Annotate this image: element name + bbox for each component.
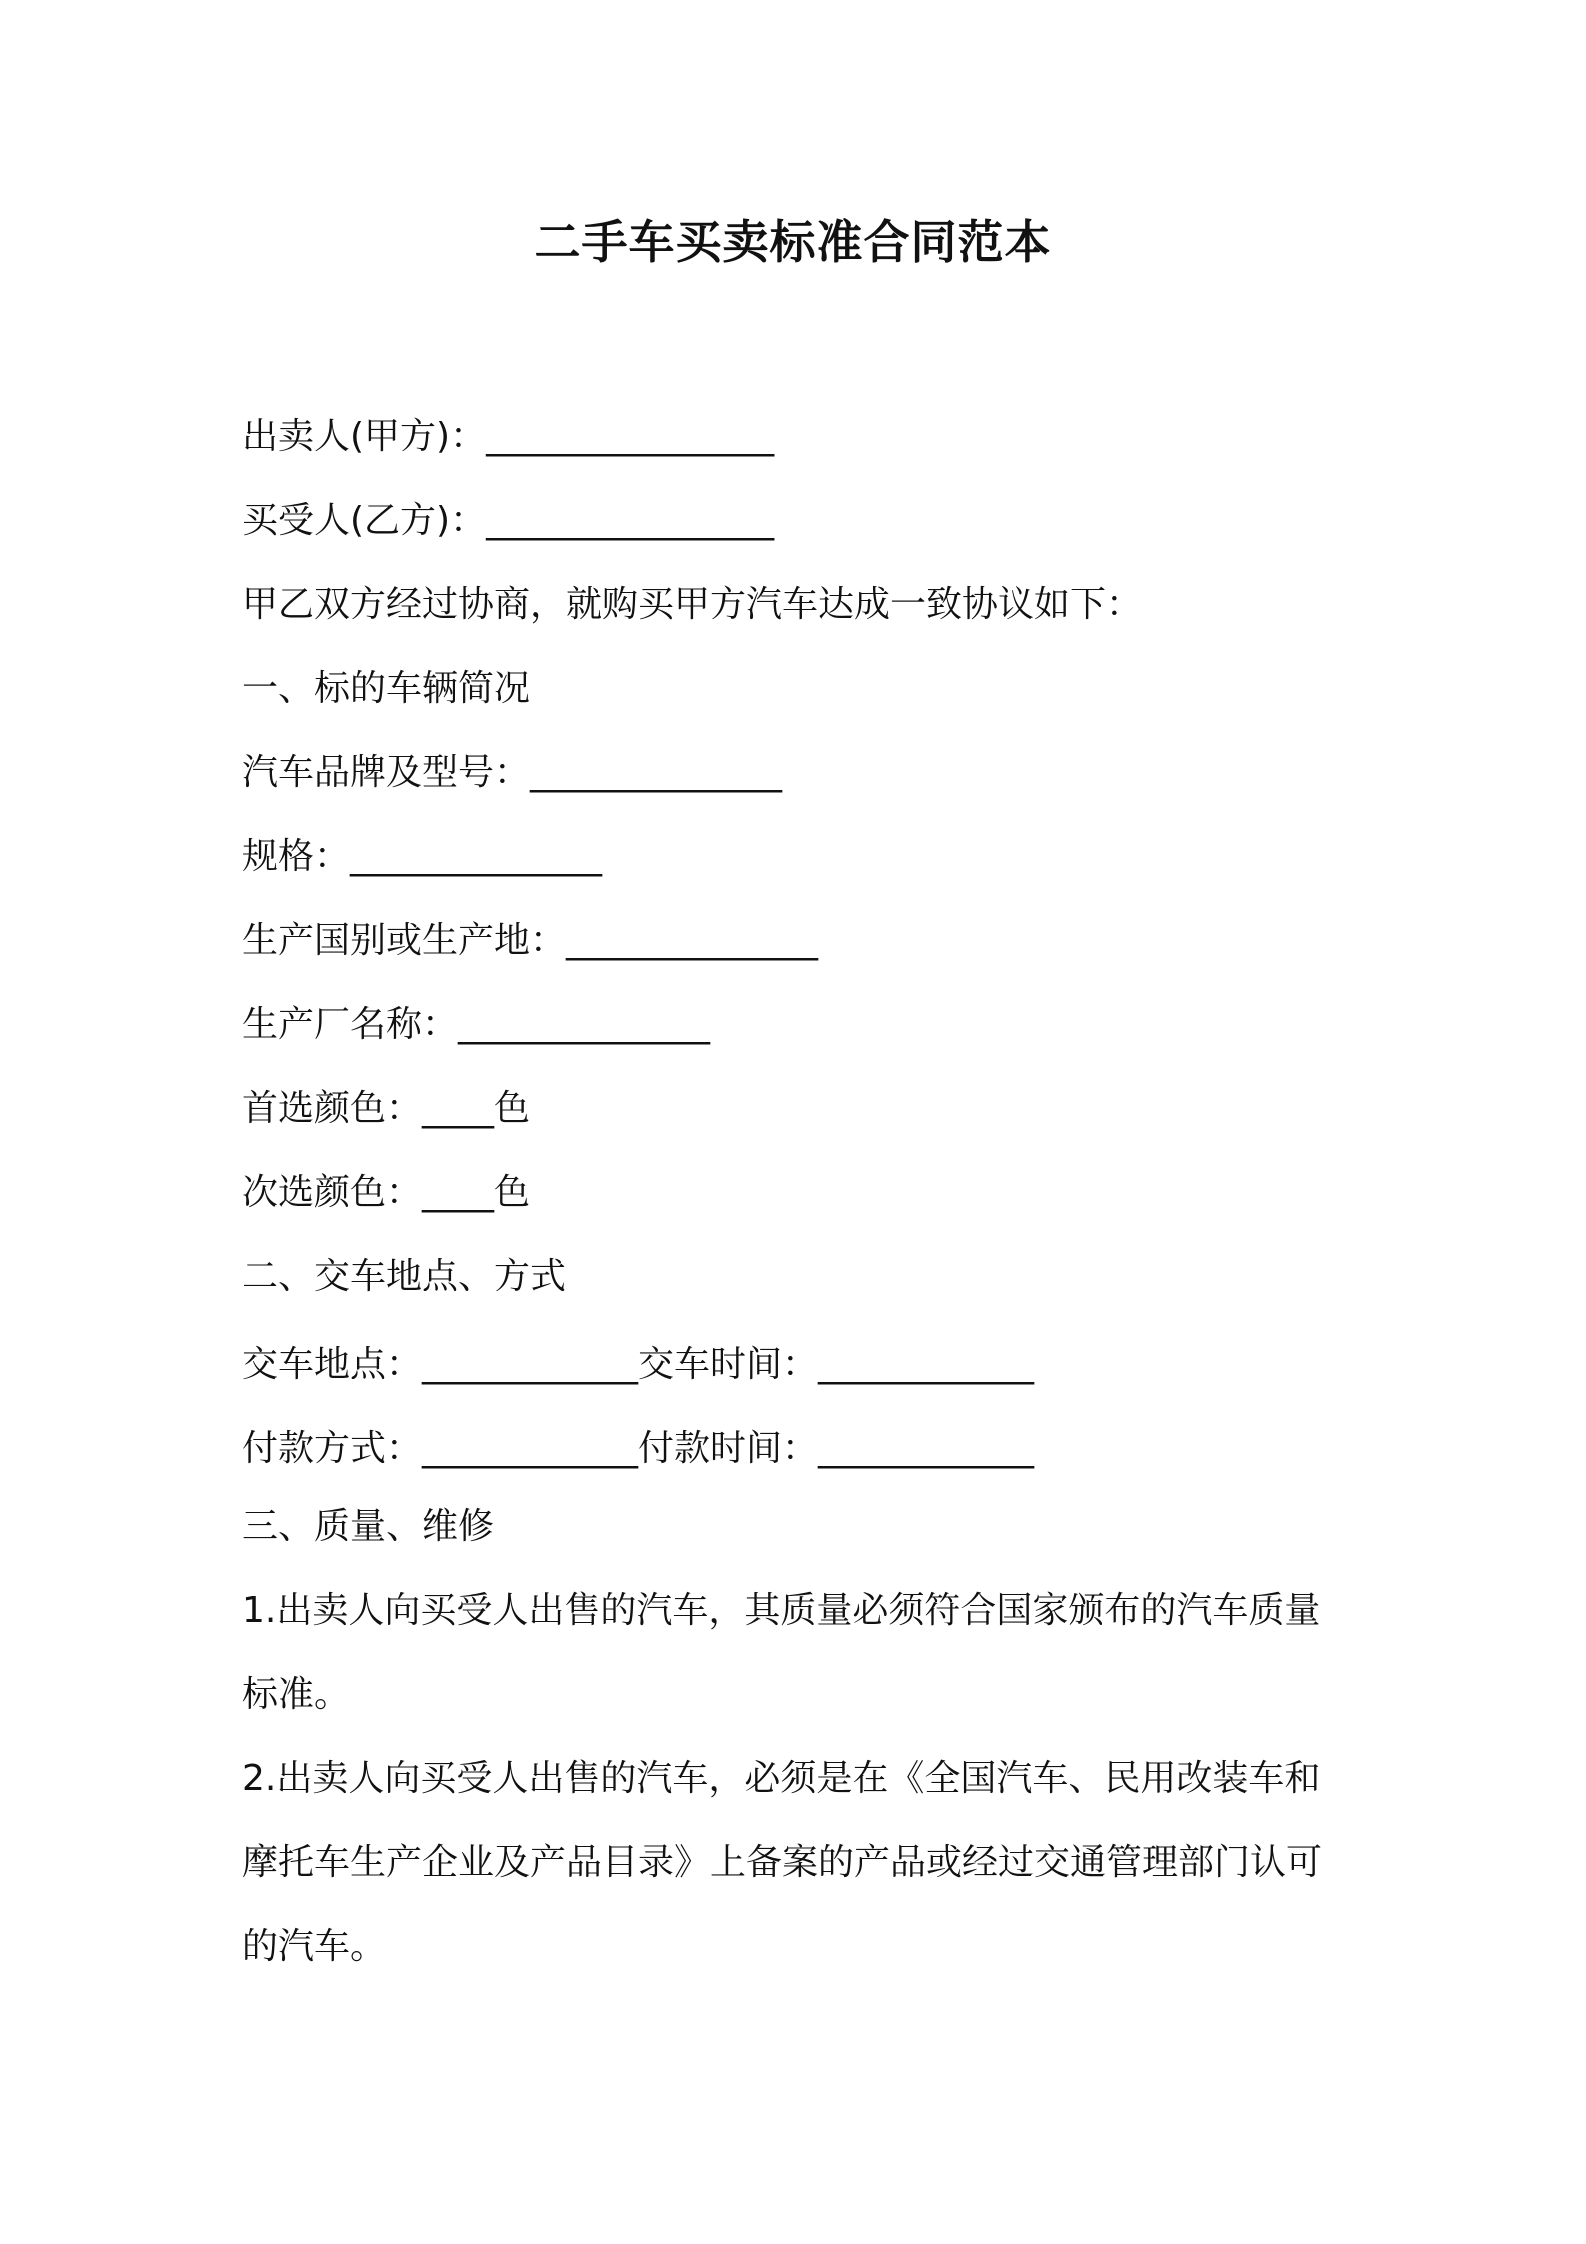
brand-model-line: 汽车品牌及型号：______________ [242, 752, 783, 793]
delivery-line: 交车地点：____________交车时间：____________ [242, 1344, 1035, 1385]
clause-1-line-1: 1.出卖人向买受人出售的汽车，其质量必须符合国家颁布的汽车质量 [242, 1590, 1321, 1631]
clause-2-line-3: 的汽车。 [242, 1926, 387, 1967]
payment-line: 付款方式：____________付款时间：____________ [242, 1428, 1035, 1469]
document-title: 二手车买卖标准合同范本 [534, 215, 1052, 269]
clause-1-line-2: 标准。 [242, 1674, 351, 1715]
first-color-line: 首选颜色：____色 [242, 1088, 531, 1129]
section-1-heading: 一、标的车辆简况 [242, 668, 531, 709]
manufacturer-line: 生产厂名称：______________ [242, 1004, 711, 1045]
clause-2-line-2: 摩托车生产企业及产品目录》上备案的产品或经过交通管理部门认可 [242, 1842, 1323, 1883]
origin-line: 生产国别或生产地：______________ [242, 920, 819, 961]
spec-line: 规格：______________ [242, 836, 603, 877]
section-3-heading: 三、质量、维修 [242, 1506, 495, 1547]
buyer-line: 买受人(乙方)：________________ [242, 500, 775, 541]
agreement-intro: 甲乙双方经过协商，就购买甲方汽车达成一致协议如下： [242, 584, 1143, 625]
clause-2-line-1: 2.出卖人向买受人出售的汽车，必须是在《全国汽车、民用改装车和 [242, 1758, 1321, 1799]
section-2-heading: 二、交车地点、方式 [242, 1256, 567, 1297]
seller-line: 出卖人(甲方)：________________ [242, 416, 775, 457]
second-color-line: 次选颜色：____色 [242, 1172, 531, 1213]
